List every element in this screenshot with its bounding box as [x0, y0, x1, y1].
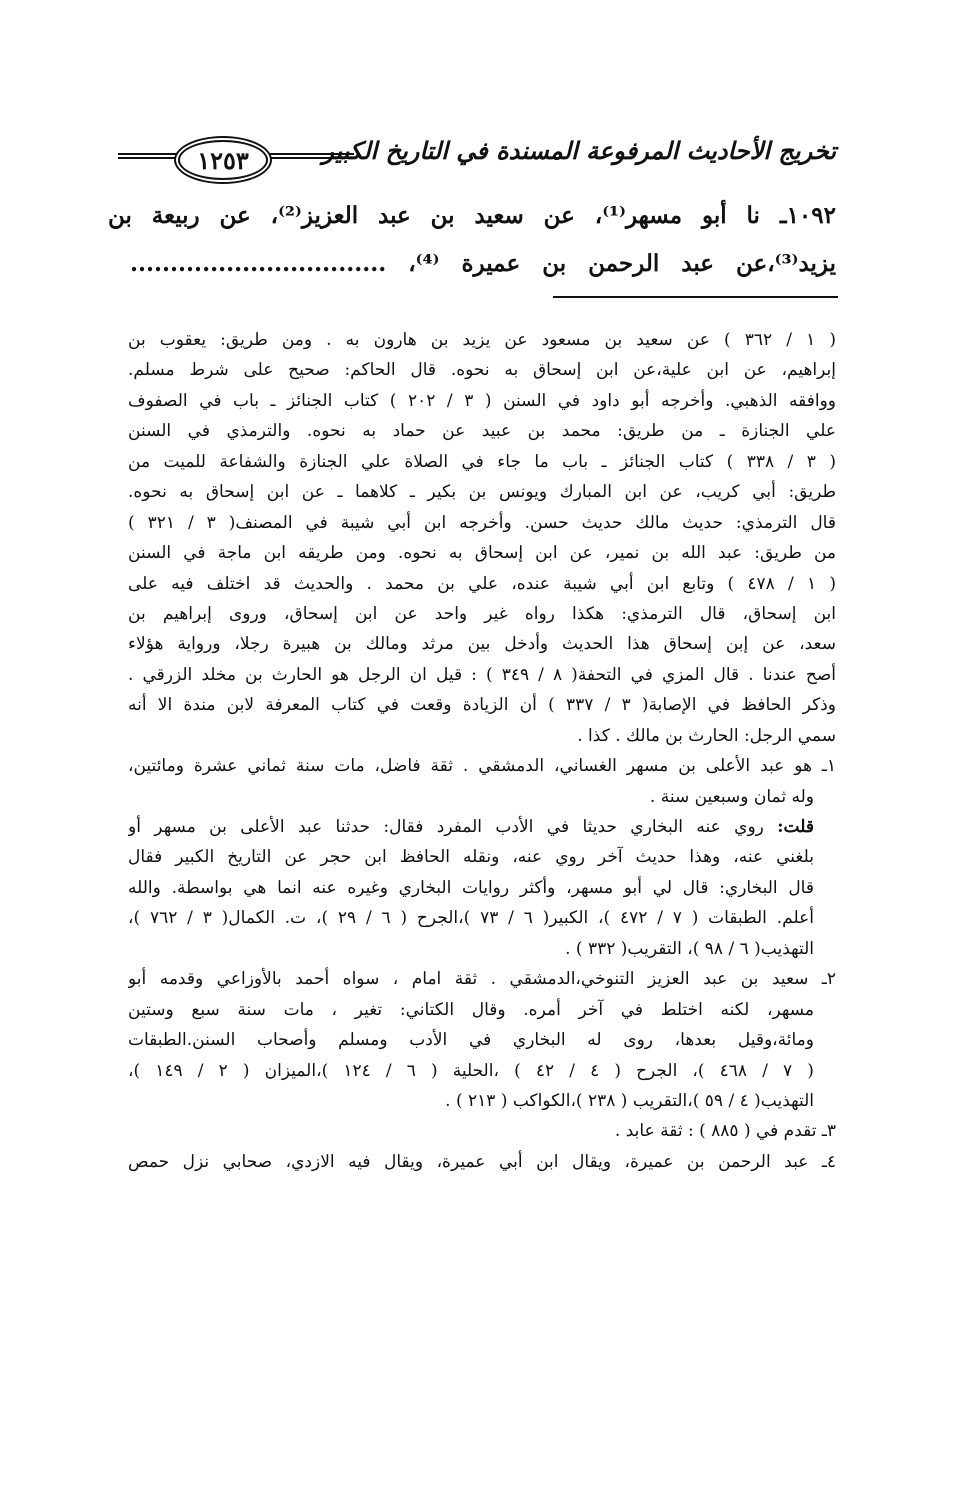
footnotes [128, 325, 836, 1177]
footnote-line: قال الترمذي: حديث مالك حديث حسن. وأخرجه ابن أبي شيبة في المصنف( ٣ / ٣٢١ ) [128, 512, 836, 533]
hadith-text [108, 192, 836, 288]
footnote-2-line: ومائة،وقيل بعدها، روى له البخاري في الأدب ومسلم وأصحاب السنن.الطبقات [128, 1030, 814, 1051]
footnote-line: ووافقه الذهبي. وأخرجه أبو داود في السنن ( ٣ / ٢٠٢ ) كتاب الجنائز ـ باب في الصفوف [128, 390, 836, 411]
page-number-badge: ١٢٥٣ [178, 140, 268, 180]
hadith-line: ١٠٩٢ـ نا أبو مسهر⁽¹⁾، عن سعيد بن عبد العزيز⁽²⁾، عن ربيعة بن [108, 202, 836, 229]
footnote-2-line: التهذيب( ٤ / ٥٩ )،التقريب ( ٢٣٨ )،الكواكب ( ٢١٣ ) . [445, 1090, 814, 1111]
footnote-1-line: وله ثمان وسبعين سنة . [649, 786, 814, 807]
footnote-line: إبراهيم، عن ابن علية،عن ابن إسحاق به نحوه. قال الحاكم: صحيح على شرط مسلم. [128, 360, 836, 381]
header-rule-right [266, 153, 354, 159]
footnote-line: ( ١ / ٣٦٢ ) عن سعيد بن مسعود عن يزيد بن هارون به . ومن طريق: يعقوب بن [128, 330, 836, 350]
footnote-4-line: ٤ـ عبد الرحمن بن عميرة، ويقال ابن أبي عميرة، ويقال فيه الازدي، صحابي نزل حمص [128, 1151, 836, 1172]
footnote-1-line: أعلم. الطبقات ( ٧ / ٤٧٢ )، الكبير( ٦ / ٧٣ )،الجرح ( ٦ / ٢٩ )، ت. الكمال( ٣ / ٧٦٢ )، [128, 908, 814, 929]
footnote-1-line: بلغني عنه، وهذا حديث آخر روي عنه، ونقله الحافظ ابن حجر عن التاريخ الكبير فقال [128, 847, 814, 868]
footnote-line: سعد، عن إبن إسحاق هذا الحديث وأدخل بين مرثد ومالك بن هبيرة رجلا، ورواية هؤلاء [128, 634, 836, 655]
footnote-1-line: التهذيب( ٦ / ٩٨ )، التقريب( ٣٣٢ ) . [565, 938, 814, 959]
footnote-2-line: ( ٧ / ٤٦٨ )، الجرح ( ٤ / ٤٢ ) ،الحلية ( ٦ / ١٢٤ )،الميزان ( ٢ / ١٤٩ )، [128, 1060, 814, 1081]
footnote-separator [553, 296, 838, 298]
footnote-3-line: ٣ـ تقدم في ( ٨٨٥ ) : ثقة عابد . [614, 1121, 836, 1142]
header-rule-left [118, 153, 178, 159]
footnote-1-line: ١ـ هو عبد الأعلى بن مسهر الغساني، الدمشقي . ثقة فاضل، مات سنة ثماني عشرة ومائتين، [128, 756, 836, 777]
footnote-line: علي الجنازة ـ من طريق: محمد بن عبيد عن حماد به نحوه. والترمذي في السنن [128, 421, 836, 442]
footnote-1-line: قال البخاري: قال لي أبو مسهر، وأكثر روايات البخاري وغيره عنه انما هي بواسطة. والله [128, 877, 814, 898]
footnote-line: من طريق: عبد الله بن نمير، عن ابن إسحاق به نحوه. ومن طريقه ابن ماجة في السنن [128, 543, 836, 564]
footnote-1-qult-line [128, 812, 814, 842]
footnote-line: وذكر الحافظ في الإصابة( ٣ / ٣٣٧ ) أن الزيادة وقعت في كتاب المعرفة لابن مندة الا أنه [128, 695, 836, 716]
footnote-line: طريق: أبي كريب، عن ابن المبارك ويونس بن بكير ـ كلاهما ـ عن ابن إسحاق به نحوه. [128, 482, 836, 503]
footnote-line: ( ١ / ٤٧٨ ) وتابع ابن أبي شيبة عنده، علي بن محمد . والحديث قد اختلف فيه على [128, 573, 836, 594]
qult-text: روي عنه البخاري حديثا في الأدب المفرد فقال: حدثنا عبد الأعلى بن مسهر أو [128, 817, 764, 837]
footnote-line: ( ٣ / ٣٣٨ ) كتاب الجنائز ـ باب ما جاء في الصلاة علي الجنازة والشفاعة للميت من [128, 451, 836, 472]
footnote-2-line: ٢ـ سعيد بن عبد العزيز التنوخي،الدمشقي . ثقة امام ، سواه أحمد بالأوزاعي وقدمه أبو [128, 969, 836, 990]
footnote-line: أصح عندنا . قال المزي في التحفة( ٨ / ٣٤٩ ) : قيل ان الرجل هو الحارث بن مخلد الزرقي . [128, 664, 836, 685]
footnote-2-line: مسهر، لكنه اختلط في آخر أمره. وقال الكتاني: تغير ، مات سنة سبع وستين [128, 999, 814, 1020]
hadith-line: يزيد⁽³⁾،عن عبد الرحمن بن عميرة ⁽⁴⁾، ................................ [130, 250, 837, 277]
qult-label: قلت: [777, 817, 814, 837]
footnote-line: ابن إسحاق، قال الترمذي: هكذا رواه غير واحد عن ابن إسحاق، وروى إبراهيم بن [128, 603, 836, 624]
footnote-line: سمي الرجل: الحارث بن مالك . كذا . [577, 725, 836, 746]
running-header-title: تخريج الأحاديث المرفوعة المسندة في التاريخ الكبير [322, 136, 836, 165]
